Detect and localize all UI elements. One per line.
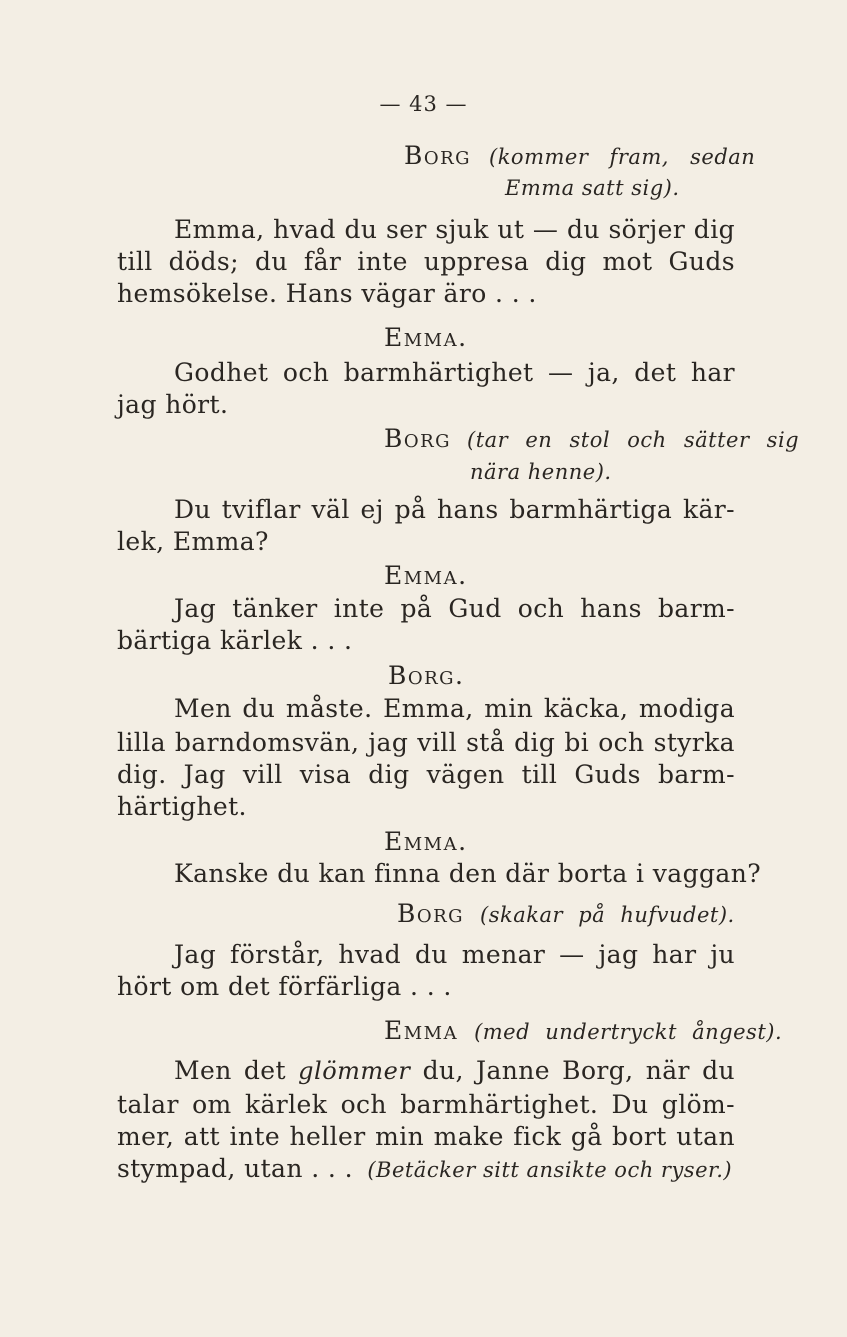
speaker-name: Borg xyxy=(384,424,452,453)
text-line: Godhet och barmhärtighet — ja, det har xyxy=(174,358,735,387)
text-line: hemsökelse. Hans vägar äro . . . xyxy=(117,279,537,308)
text-line: härtighet. xyxy=(117,792,247,821)
speaker-name: Emma. xyxy=(384,827,468,856)
text-line xyxy=(117,1153,735,1186)
stage-direction: (Betäcker sitt ansikte och ryser.) xyxy=(367,1158,733,1182)
text-line: talar om kärlek och barmhärtighet. Du glöm- xyxy=(117,1090,735,1119)
stage-direction-continued: nära henne). xyxy=(470,460,612,484)
speaker-heading xyxy=(397,898,735,931)
speaker-name: Emma. xyxy=(384,323,468,352)
text-line: jag hört. xyxy=(117,390,229,419)
text-line: mer, att inte heller min make fick gå bort utan xyxy=(117,1122,735,1151)
speaker-name: Borg xyxy=(404,141,472,170)
stage-direction: (skakar på hufvudet). xyxy=(480,903,735,927)
text-line: Jag förstår, hvad du menar — jag har ju xyxy=(174,940,735,969)
stage-direction: (med undertryckt ångest). xyxy=(474,1020,783,1044)
speaker-name: Emma xyxy=(384,1016,459,1045)
stage-direction: (kommer fram, sedan xyxy=(489,145,756,169)
text-line: Men du måste. Emma, min käcka, modiga xyxy=(174,694,735,723)
speaker-name: Emma. xyxy=(384,561,468,590)
text-segment: Men det xyxy=(174,1056,286,1085)
speaker-name: Borg. xyxy=(388,661,465,690)
text-line: Kanske du kan finna den där borta i vaggan? xyxy=(174,859,761,888)
text-line: lilla barndomsvän, jag vill stå dig bi och styrka xyxy=(117,728,735,757)
stage-direction-continued: Emma satt sig). xyxy=(505,176,680,200)
text-line: Jag tänker inte på Gud och hans barm- xyxy=(174,594,735,623)
text-line: Du tviflar väl ej på hans barmhärtiga kär- xyxy=(174,495,735,524)
text-line xyxy=(174,1055,735,1087)
speaker-name: Borg xyxy=(397,899,465,928)
text-segment: du, Janne Borg, när du xyxy=(422,1056,735,1085)
page-number: — 43 — xyxy=(379,92,468,116)
speaker-heading xyxy=(384,423,799,456)
text-line: lek, Emma? xyxy=(117,527,269,556)
text-line: till döds; du får inte uppresa dig mot Guds xyxy=(117,247,735,276)
text-line: bärtiga kärlek . . . xyxy=(117,626,353,655)
text-segment: stympad, utan . . . xyxy=(117,1154,353,1183)
emphasized-word: glömmer xyxy=(298,1057,411,1085)
text-line: dig. Jag vill visa dig vägen till Guds barm- xyxy=(117,760,735,789)
text-line: hört om det förfärliga . . . xyxy=(117,972,452,1001)
text-line: Emma, hvad du ser sjuk ut — du sörjer dig xyxy=(174,215,735,244)
speaker-heading xyxy=(384,1015,782,1048)
speaker-heading xyxy=(404,140,755,173)
stage-direction: (tar en stol och sätter sig xyxy=(467,428,800,452)
